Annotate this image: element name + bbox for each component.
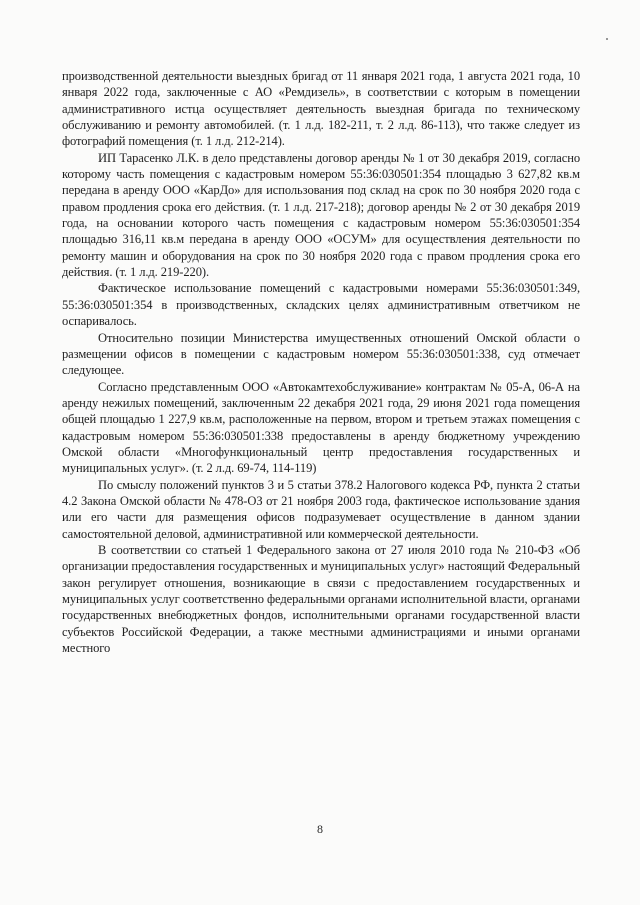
scan-speck <box>606 38 608 40</box>
paragraph-4: Относительно позиции Министерства имущественных отношений Омской области о размещении офисов в помещении с кадастровым номером 55:36:030501:338, суд отмечает следующее. <box>62 330 580 378</box>
paragraph-5: Согласно представленным ООО «Автокамтехобслуживание» контрактам № 05-А, 06-А на аренду нежилых помещений, заключенным 22 декабря 2021 года, 29 июня 2021 года помещения общей площадью 1 227,9 кв.м, расположенные на первом, втором и третьем этажах помещения с кадастровым номером 55:36:030501:338 предоставлены в аренду бюджетному учреждению Омской области «Многофункциональный центр предоставления государственных и муниципальных услуг». (т. 2 л.д. 69-74, 114-119) <box>62 379 580 476</box>
document-body <box>62 68 580 656</box>
paragraph-6: По смыслу положений пунктов 3 и 5 статьи 378.2 Налогового кодекса РФ, пункта 2 статьи 4.2 Закона Омской области № 478-ОЗ от 21 ноября 2003 года, фактическое использование здания или его части для размещения офисов подразумевает осуществление в данном здании самостоятельной деловой, административной или коммерческой деятельности. <box>62 477 580 541</box>
paragraph-2: ИП Тарасенко Л.К. в дело представлены договор аренды № 1 от 30 декабря 2019, согласно которому часть помещения с кадастровым номером 55:36:030501:354 площадью 3 627,82 кв.м передана в аренду ООО «КарДо» для использования под склад на срок по 30 ноября 2020 года с правом продления срока его действия. (т. 1 л.д. 217-218); договор аренды № 2 от 30 декабря 2019 года, на основании которого часть помещения с кадастровым номером 55:36:030501:354 площадью 316,11 кв.м передана в аренду ООО «ОСУМ» для осуществления деятельности по ремонту машин и оборудования на срок по 30 ноября 2020 года с правом продления срока его действия. (т. 1 л.д. 219-220). <box>62 150 580 280</box>
page-number: 8 <box>317 822 323 836</box>
paragraph-1: производственной деятельности выездных бригад от 11 января 2021 года, 1 августа 2021 года, 10 января 2022 года, заключенные с АО «Ремдизель», в соответствии с которым в помещении административного истца осуществляет деятельность выездная бригада по техническому обслуживанию и ремонту автомобилей. (т. 1 л.д. 182-211, т. 2 л.д. 86-113), что также следует из фотографий помещения (т. 1 л.д. 212-214). <box>62 69 580 149</box>
paragraph-7: В соответствии со статьей 1 Федерального закона от 27 июля 2010 года № 210-ФЗ «Об организации предоставления государственных и муниципальных услуг» настоящий Федеральный закон регулирует отношения, возникающие в связи с предоставлением государственных и муниципальных услуг соответственно федеральными органами исполнительной власти, органами государственных внебюджетных фондов, исполнительными органами государственной власти субъектов Российской Федерации, а также местными администрациями и иными органами местного <box>62 542 580 656</box>
paragraph-3: Фактическое использование помещений с кадастровыми номерами 55:36:030501:349, 55:36:030501:354 в производственных, складских целях административным ответчиком не оспаривалось. <box>62 281 580 329</box>
